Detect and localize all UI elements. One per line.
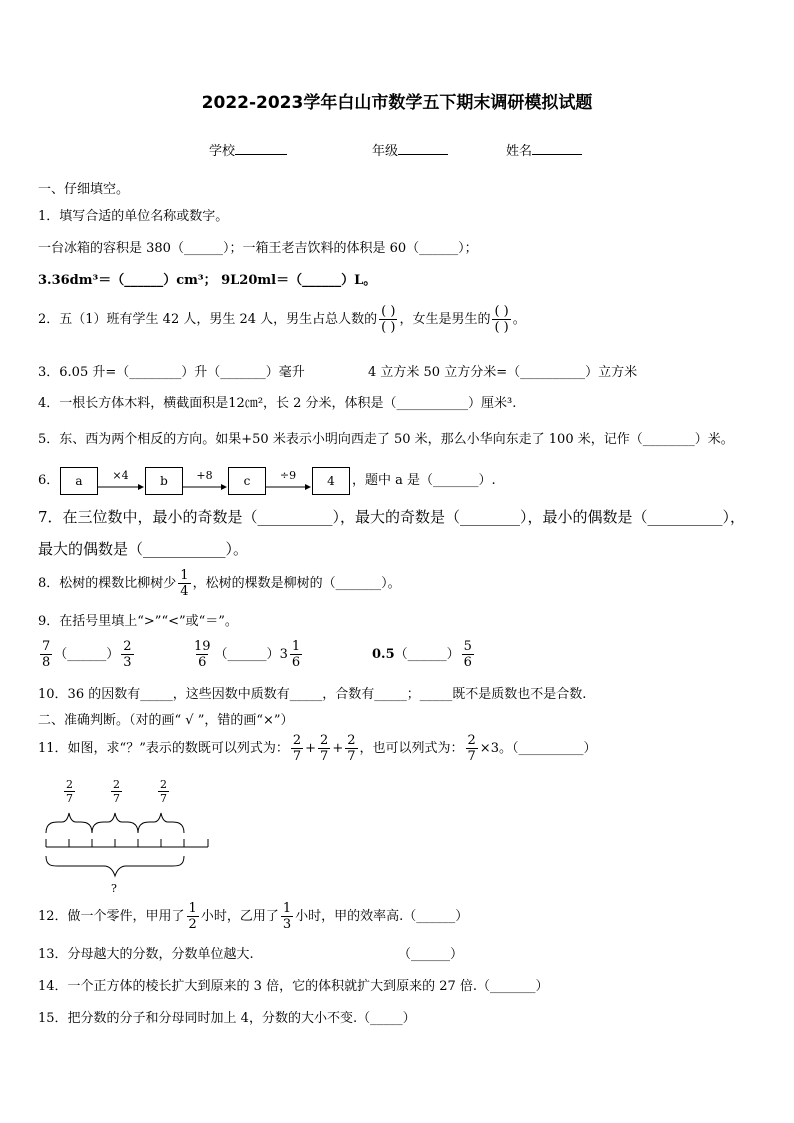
- question-1-line-2: 3.36dm³＝（______）cm³； 9L20ml＝（______）L。: [38, 273, 377, 288]
- compare-blank-3[interactable]: （______）: [394, 646, 460, 662]
- question-9-stem: 9．在括号里填上“>”“<”或“＝”。: [38, 614, 238, 629]
- question-3-part-b: 4 立方米 50 立方分米=（__________）立方米: [368, 365, 638, 380]
- question-7-line-1: 7．在三位数中，最小的奇数是（__________），最大的奇数是（________），最小的偶数是（__________），: [38, 508, 746, 526]
- times-three: ×3: [479, 740, 499, 756]
- flow-box-b: b: [145, 467, 183, 495]
- fraction-2-7-b: $\frac{2}{7}$: [320, 733, 329, 764]
- flow-op-1: ×4: [112, 469, 129, 482]
- question-2-text-a: 2．五（1）班有学生 42 人，男生 24 人，男生占总人数的: [38, 311, 378, 327]
- fraction-5-6: $\frac{5}{6}$: [463, 639, 472, 670]
- flow-box-a: a: [60, 467, 98, 495]
- question-10: 10．36 的因数有_____，这些因数中质数有_____，合数有_____；_____既不是质数也不是合数.: [38, 687, 587, 702]
- decimal-0-5: 0.5: [372, 646, 395, 662]
- question-12-text-b: 小时，乙用了: [200, 908, 279, 924]
- mixed-number-whole: 3: [279, 646, 288, 662]
- diagram-question-mark: ?: [111, 882, 117, 895]
- diagram-fraction-1: $\frac{2}{7}$: [66, 778, 73, 805]
- question-13-blank[interactable]: （______）: [398, 947, 464, 962]
- question-8-text-b: ，松树的棵数是柳树的（_______）。: [192, 575, 401, 591]
- fraction-1-6: $\frac{1}{6}$: [291, 639, 301, 670]
- fraction-7-8: $\frac{7}{8}$: [42, 639, 51, 670]
- fraction-blank-1[interactable]: $\frac{( )}{( )}$: [381, 304, 396, 335]
- question-2-text-c: 。: [512, 311, 526, 327]
- fraction-2-7-c: $\frac{2}{7}$: [347, 733, 356, 764]
- compare-blank-1[interactable]: （______）: [54, 646, 120, 662]
- question-7-line-2: 最大的偶数是（___________）。: [38, 540, 249, 558]
- brace-2: [92, 813, 138, 833]
- fraction-1-2: $\frac{1}{2}$: [188, 901, 197, 932]
- compare-blank-2[interactable]: （______）: [214, 646, 280, 662]
- flow-box-c: c: [228, 467, 266, 495]
- section-1-heading: 一、仔细填空。: [38, 182, 130, 197]
- question-12: [38, 901, 468, 932]
- question-2-text-b: ，女生是男生的: [399, 311, 491, 327]
- flow-op-2: +8: [196, 469, 213, 482]
- question-11-text-b: ，也可以列式为：: [359, 740, 464, 756]
- fraction-1-3: $\frac{1}{3}$: [282, 901, 292, 932]
- question-4: 4．一根长方体木料，横截面积是12㎝²，长 2 分米，体积是（___________）厘米³.: [38, 396, 517, 411]
- question-6-number: 6．: [38, 473, 60, 488]
- section-2-heading: 二、准确判断。（对的画“ √ ”，错的画“×”）: [38, 713, 294, 728]
- diagram-fraction-2: $\frac{2}{7}$: [113, 778, 120, 805]
- question-5: 5．东、西为两个相反的方向。如果+50 米表示小明向西走了 50 米，那么小华向东走了 100 米，记作（________）米。: [38, 432, 734, 447]
- grade-label: 年级: [372, 144, 399, 159]
- school-label: 学校: [209, 144, 236, 159]
- plus-sign-2: +: [332, 740, 344, 756]
- fraction-19-6: $\frac{19}{6}$: [194, 639, 211, 670]
- question-11-text-c: 。（__________）: [498, 740, 597, 756]
- diagram-fraction-3: $\frac{2}{7}$: [160, 778, 167, 805]
- question-11-text-a: 11．如图，求“？”表示的数既可以列式为：: [38, 740, 289, 756]
- fraction-2-3: $\frac{2}{3}$: [123, 639, 132, 670]
- plus-sign-1: +: [305, 740, 317, 756]
- question-6-tail: ，题中 a 是（_______）.: [352, 473, 496, 488]
- fraction-blank-2[interactable]: $\frac{( )}{( )}$: [494, 304, 509, 335]
- fraction-one-quarter: $\frac{1}{4}$: [180, 568, 189, 599]
- fraction-2-7-d: $\frac{2}{7}$: [467, 733, 476, 764]
- question-3-part-a: 3．6.05 升=（________）升（_______）毫升: [38, 365, 305, 380]
- question-14: 14．一个正方体的棱长扩大到原来的 3 倍，它的体积就扩大到原来的 27 倍.（_______）: [38, 979, 549, 994]
- flow-box-d: 4: [312, 467, 350, 495]
- number-line-ticks: [46, 839, 208, 847]
- flow-op-3: ÷9: [279, 469, 297, 482]
- brace-1: [46, 813, 92, 833]
- fraction-2-7-a: $\frac{2}{7}$: [292, 733, 302, 764]
- brace-3: [138, 813, 184, 833]
- question-15: 15．把分数的分子和分母同时加上 4，分数的大小不变.（_____）: [38, 1011, 416, 1026]
- bottom-brace: [46, 856, 184, 876]
- question-13-text: 13．分母越大的分数，分数单位越大.: [38, 947, 254, 962]
- question-12-text-c: 小时，甲的效率高.（______）: [295, 908, 469, 924]
- question-12-text-a: 12．做一个零件，甲用了: [38, 908, 185, 924]
- question-8-text-a: 8．松树的棵数比柳树少: [38, 575, 177, 591]
- question-1-stem: 1．填写合适的单位名称或数字。: [38, 209, 229, 224]
- page-title: 2022-2023学年白山市数学五下期末调研模拟试题: [201, 93, 593, 113]
- name-label: 姓名: [506, 144, 533, 159]
- question-1-line-1: 一台冰箱的容积是 380（______）；一箱王老吉饮料的体积是 60（______）；: [38, 241, 478, 256]
